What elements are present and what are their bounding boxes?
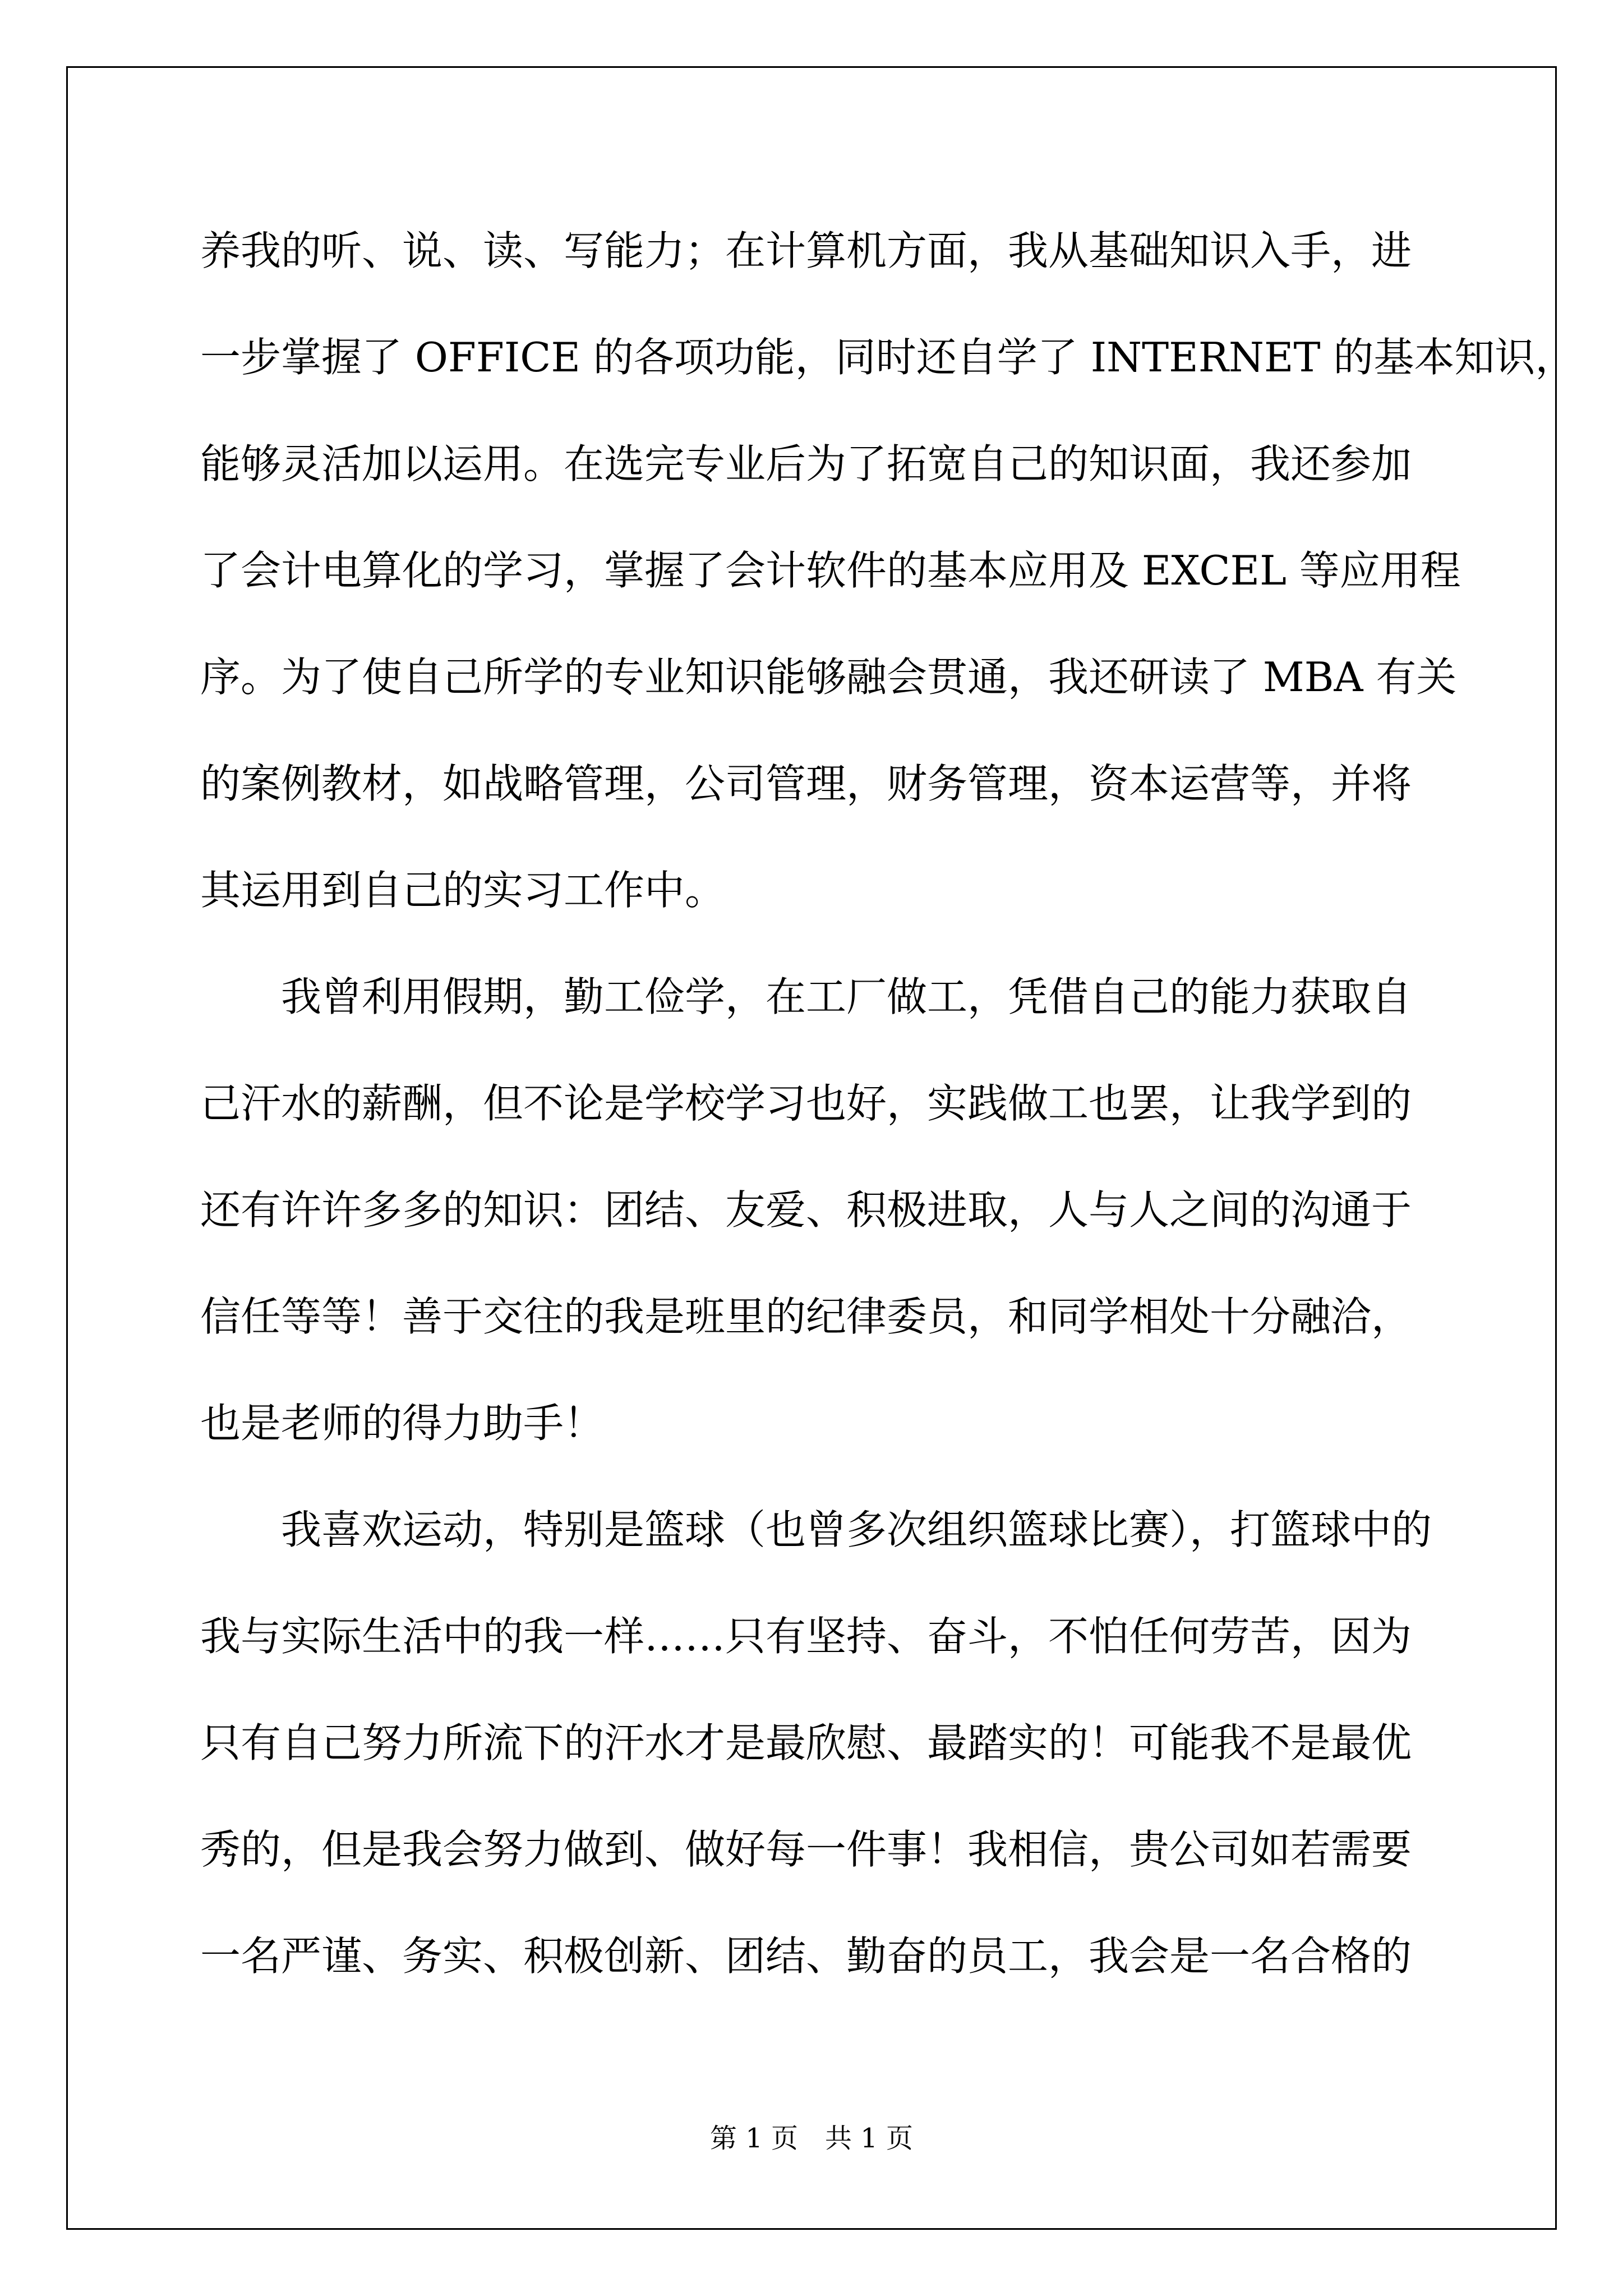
text-line: 的案例教材，如战略管理，公司管理，财务管理，资本运营等，并将 [200,760,1412,807]
text-line: 我与实际生活中的我一样……只有坚持、奋斗，不怕任何劳苦，因为 [200,1613,1412,1660]
text-line: 我曾利用假期，勤工俭学，在工厂做工，凭借自己的能力获取自 [200,973,1412,1020]
text-line: 还有许许多多的知识：团结、友爱、积极进取，人与人之间的沟通于 [200,1186,1412,1234]
text-line: 序。为了使自己所学的专业知识能够融会贯通，我还研读了 MBA 有关 [200,654,1457,701]
text-line: 能够灵活加以运用。在选完专业后为了拓宽自己的知识面，我还参加 [200,440,1412,487]
text-line: 也是老师的得力助手！ [200,1400,605,1447]
text-line: 秀的，但是我会努力做到、做好每一件事！我相信，贵公司如若需要 [200,1826,1412,1873]
text-line: 一名严谨、务实、积极创新、团结、勤奋的员工，我会是一名合格的 [200,1932,1412,1980]
text-line: 我喜欢运动，特别是篮球（也曾多次组织篮球比赛），打篮球中的 [200,1506,1432,1553]
text-line: 只有自己努力所流下的汗水才是最欣慰、最踏实的！可能我不是最优 [200,1719,1412,1766]
text-line: 了会计电算化的学习，掌握了会计软件的基本应用及 EXCEL 等应用程 [200,547,1461,594]
text-line: 己汗水的薪酬，但不论是学校学习也好，实践做工也罢，让我学到的 [200,1080,1412,1127]
text-line: 其运用到自己的实习工作中。 [200,867,726,914]
text-line: 养我的听、说、读、写能力；在计算机方面，我从基础知识入手，进 [200,227,1412,274]
page-footer: 第 1 页 共 1 页 [709,2123,914,2154]
text-line: 一步掌握了 OFFICE 的各项功能，同时还自学了 INTERNET 的基本知识， [200,334,1576,381]
page-border [66,66,1557,2230]
text-line: 信任等等！善于交往的我是班里的纪律委员，和同学相处十分融洽， [200,1293,1412,1340]
